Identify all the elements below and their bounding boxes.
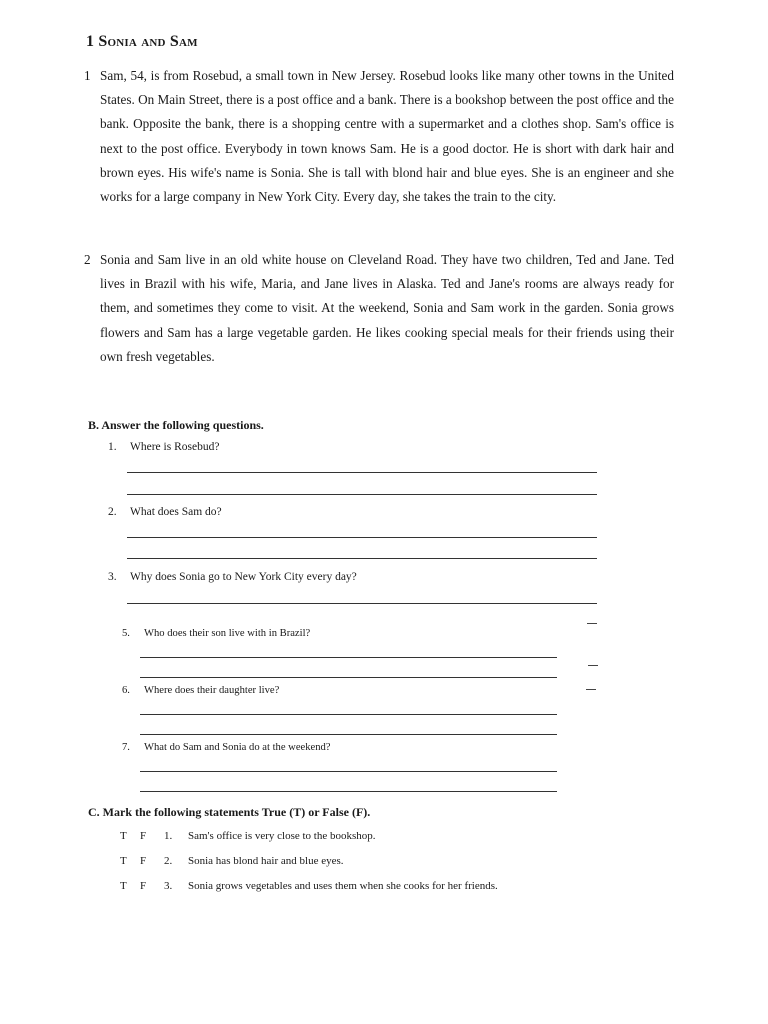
reading-paragraph-2 [84,248,674,369]
question-5: 5. Who does their son live with in Brazil? [122,628,311,639]
reading-paragraph-1 [84,64,674,209]
statement-text: Sam's office is very close to the bookshop. [188,830,376,842]
statement-number: 1. [164,830,173,842]
paragraph-text: Sonia and Sam live in an old white house on Cleveland Road. They have two children, Ted and Jane. Ted lives in Brazil with his wife, Maria, and Jane lives in Alaska. Ted and Jane's rooms are always ready for them, and sometimes they come to visit. At the weekend, Sonia and Sam work in the garden. Sonia grows flowers and Sam has a large vegetable garden. He likes cooking special meals for their friends using their own fresh vegetables. [100,252,674,364]
answer-line[interactable] [140,791,557,792]
false-option[interactable]: F [140,880,147,892]
true-option[interactable]: T [120,830,127,842]
false-option[interactable]: F [140,830,147,842]
paragraph-number: 1 [84,68,91,83]
statement-text: Sonia grows vegetables and uses them when she cooks for her friends. [188,880,498,892]
answer-line[interactable] [140,657,557,658]
answer-line[interactable] [140,677,557,678]
statement-text: Sonia has blond hair and blue eyes. [188,855,344,867]
false-option[interactable]: F [140,855,147,867]
true-option[interactable]: T [120,855,127,867]
stray-mark [587,623,597,624]
answer-line[interactable] [127,537,597,538]
true-option[interactable]: T [120,880,127,892]
stray-mark [586,689,596,690]
paragraph-text: Sam, 54, is from Rosebud, a small town in New Jersey. Rosebud looks like many other towns in the United States. On Main Street, there is a post office and a bank. There is a bookshop between the post office and the bank. Opposite the bank, there is a shopping centre with a supermarket and a clothes shop. Sam's office is next to the post office. Everybody in town knows Sam. He is a good doctor. He is short with dark hair and brown eyes. His wife's name is Sonia. She is tall with blond hair and blue eyes. She is an engineer and she works for a large company in New York City. Every day, she takes the train to the city. [100,68,674,205]
statement-number: 2. [164,855,173,867]
question-1: 1. Where is Rosebud? [108,441,220,453]
answer-line[interactable] [127,472,597,473]
statement-number: 3. [164,880,173,892]
question-3: 3. Why does Sonia go to New York City every day? [108,571,357,583]
answer-line[interactable] [127,558,597,559]
answer-line[interactable] [127,494,597,495]
stray-mark [588,665,598,666]
question-6: 6. Where does their daughter live? [122,685,280,696]
section-c-heading: C. Mark the following statements True (T) or False (F). [88,805,371,819]
paragraph-number: 2 [84,252,91,267]
answer-line[interactable] [140,771,557,772]
answer-line[interactable] [140,714,557,715]
section-b-heading: B. Answer the following questions. [88,418,264,432]
question-7: 7. What do Sam and Sonia do at the weekend? [122,742,331,753]
answer-line[interactable] [140,734,557,735]
question-2: 2. What does Sam do? [108,506,222,518]
answer-line[interactable] [127,603,597,604]
worksheet-title: 1 Sonia and Sam [86,33,198,50]
